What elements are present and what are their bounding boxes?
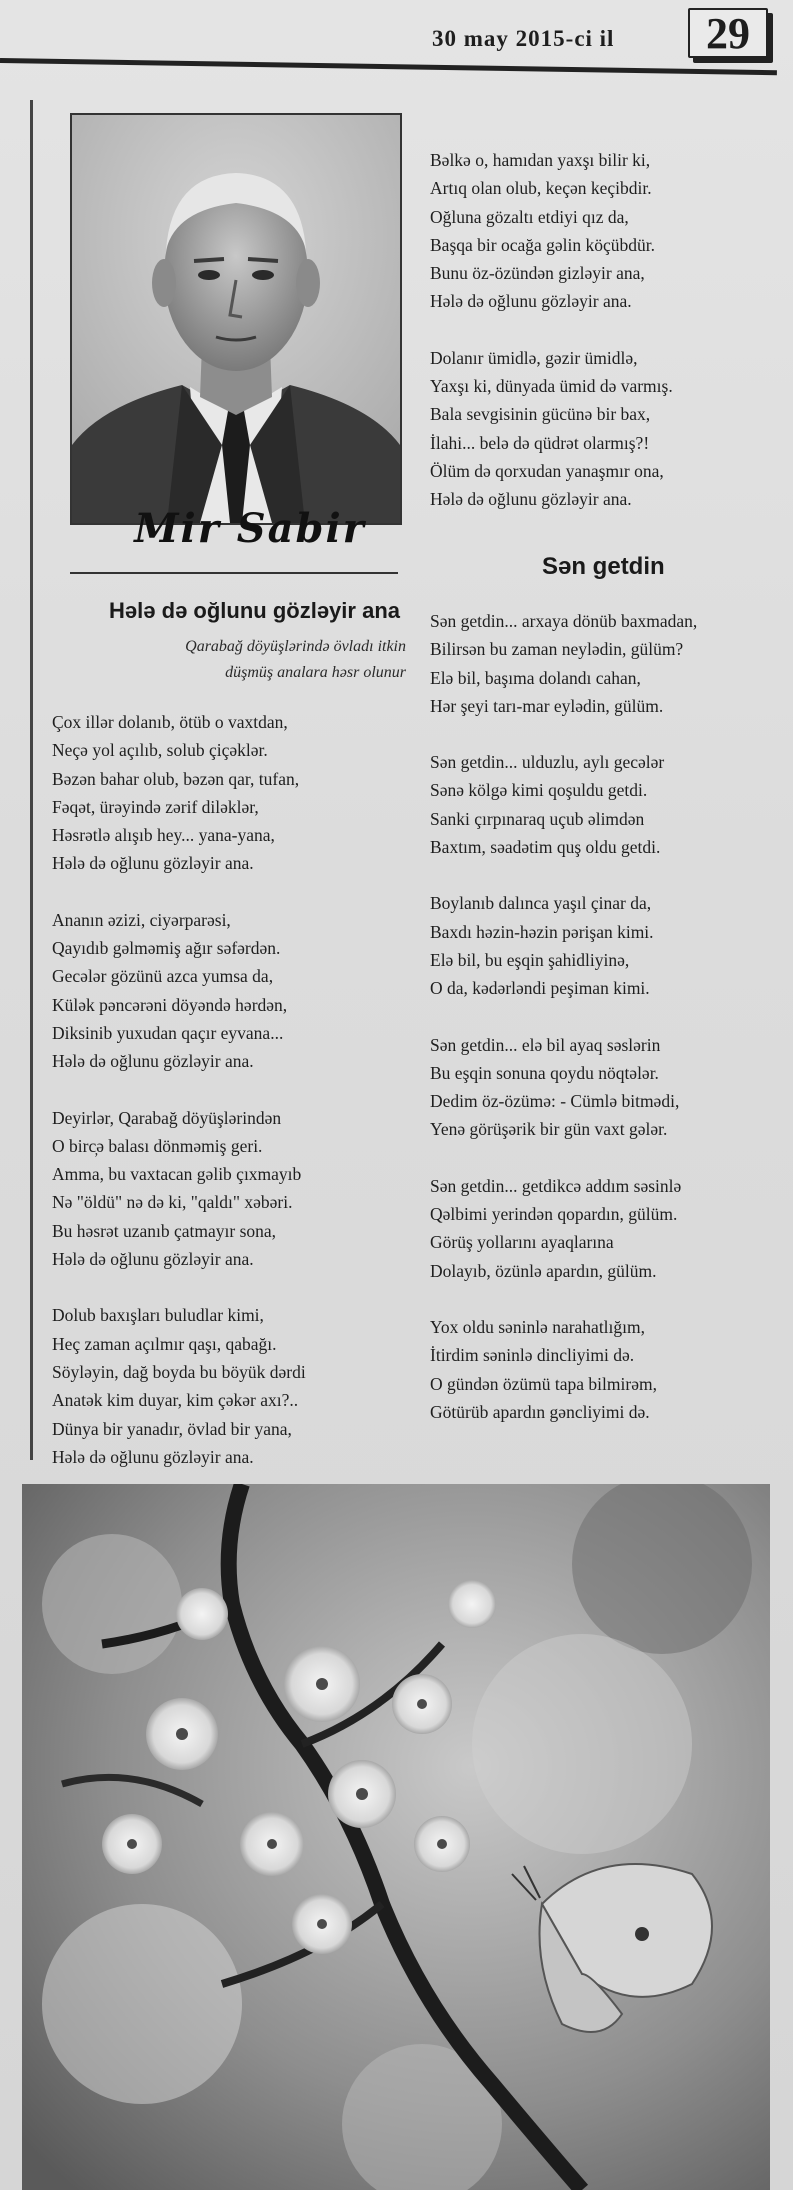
- poem-line: Başqa bir ocağa gəlin köçübdür.: [430, 234, 656, 255]
- poem-line: Boylanıb dalınca yaşıl çinar da,: [430, 893, 652, 914]
- poem-line: Hələ də oğlunu gözləyir ana.: [430, 489, 632, 510]
- poem-line: Sən getdin... getdikcə addım səsinlə: [430, 1175, 682, 1196]
- poem-line: O birc̦ə balası dönməmiş geri.: [52, 1135, 263, 1156]
- poem-line: Dolub baxışları buludlar kimi,: [52, 1305, 264, 1326]
- poem-line: Fəqət, ürəyində zərif diləklər,: [52, 796, 259, 817]
- stanza: [430, 748, 775, 861]
- stanza: [430, 889, 775, 1002]
- stanza: [430, 146, 770, 316]
- issue-date: 30 may 2015-ci il: [432, 26, 615, 51]
- stanza: [52, 906, 412, 1076]
- poem-left-column: [52, 708, 412, 1499]
- poem-line: Diksinib yuxudan qaçır eyvana...: [52, 1022, 284, 1043]
- poem-title: Hələ də oğlunu gözləyir ana: [109, 598, 400, 623]
- column-border: [30, 100, 33, 1460]
- poem-line: Qayıdıb gəlməmiş ağır səfərdən.: [52, 938, 281, 959]
- poem-line: Deyirlər, Qarabağ döyüşlərindən: [52, 1107, 282, 1128]
- author-portrait: [70, 113, 402, 525]
- poem-line: Sən getdin... ulduzlu, aylı gecələr: [430, 752, 665, 773]
- poem-line: Oğluna gözaltı etdiyi qız da,: [430, 206, 629, 227]
- poem-line: O gündən özümü tapa bilmirəm,: [430, 1373, 657, 1394]
- poem-line: Bala sevgisinin gücünə bir bax,: [430, 404, 651, 425]
- poem-line: Gecələr gözünü azca yumsa da,: [52, 966, 274, 987]
- poem-line: Nə "öldü" nə də ki, "qaldı" xəbəri.: [52, 1192, 293, 1213]
- poem-line: Söyləyin, dağ boyda bu böyük dərdi: [52, 1361, 306, 1382]
- poem-line: Sənə kölgə kimi qoşuldu getdi.: [430, 780, 648, 801]
- poem-line: Heç zaman açılmır qaşı, qabağı.: [52, 1333, 277, 1354]
- poem-line: Hələ də oğlunu gözləyir ana.: [52, 853, 254, 874]
- poem-line: İtirdim səninlə dincliyimi də.: [430, 1345, 635, 1366]
- poem-line: İlahi... belə də qüdrət olarmış?!: [430, 432, 650, 453]
- poem-line: Hələ də oğlunu gözləyir ana.: [52, 1446, 254, 1467]
- stanza: [430, 607, 775, 720]
- poem-line: Amma, bu vaxtacan gəlib çıxmayıb: [52, 1164, 302, 1185]
- poem-line: Artıq olan olub, keçən keçibdir.: [430, 178, 652, 199]
- poem-line: Yaxşı ki, dünyada ümid də varmış.: [430, 376, 673, 397]
- stanza: [52, 1104, 412, 1274]
- page-number: 29: [688, 8, 768, 58]
- poem-line: Külək pəncərəni döyəndə hərdən,: [52, 994, 288, 1015]
- poem-line: Götürüb apardın gəncliyimi də.: [430, 1401, 650, 1422]
- poem-line: Bunu öz-özündən gizləyir ana,: [430, 263, 645, 284]
- poem-line: Yenə görüşərik bir gün vaxt gələr.: [430, 1119, 668, 1140]
- poem-line: Çox illər dolanıb, ötüb o vaxtdan,: [52, 712, 288, 732]
- poem-line: Bilirsən bu zaman neylədin, gülüm?: [430, 639, 684, 660]
- dedication-line: Qarabağ döyüşlərində övladı itkin: [185, 638, 406, 655]
- blossom-butterfly-photo: [22, 1484, 770, 2190]
- poem-line: Dolayıb, özünlə apardın, gülüm.: [430, 1260, 657, 1281]
- poem-line: Görüş yollarını ayaqlarına: [430, 1232, 614, 1253]
- poem-line: Sanki çırpınaraq uçub əlimdən: [430, 808, 645, 829]
- poem-line: Dolanır ümidlə, gəzir ümidlə,: [430, 347, 638, 368]
- poem-line: Bəzən bahar olub, bəzən qar, tufan,: [52, 768, 300, 789]
- poem-line: Həsrətlə alışıb hey... yana-yana,: [52, 825, 275, 846]
- dedication-line: düşmüş analara həsr olunur: [225, 664, 406, 681]
- poem-line: Hələ də oğlunu gözləyir ana.: [52, 1249, 254, 1270]
- poem-line: Baxdı həzin-həzin pərişan kimi.: [430, 921, 654, 942]
- poem2-title: Sən getdin: [542, 553, 665, 580]
- poem-line: Hər şeyi tarı-mar eylədin, gülüm.: [430, 695, 664, 716]
- poem-line: Bəlkə o, hamıdan yaxşı bilir ki,: [430, 150, 651, 170]
- poem-right-column-continued: [430, 146, 770, 542]
- poem-line: Sən getdin... arxaya dönüb baxmadan,: [430, 611, 698, 631]
- poem-line: Elə bil, başıma dolandı cahan,: [430, 667, 641, 688]
- poem-line: Qəlbimi yerindən qopardın, gülüm.: [430, 1204, 678, 1225]
- poem-line: Hələ də oğlunu gözləyir ana.: [430, 291, 632, 312]
- stanza: [52, 1301, 412, 1471]
- poem2-column: [430, 607, 775, 1454]
- poem-line: Bu eşqin sonuna qoydu nöqtələr.: [430, 1062, 659, 1083]
- poem-line: Ölüm də qorxudan yanaşmır ona,: [430, 460, 664, 481]
- header-rule: [0, 58, 777, 75]
- stanza: [430, 1313, 775, 1426]
- poem-line: Dünya bir yanadır, övlad bir yana,: [52, 1418, 292, 1439]
- poem-line: Sən getdin... elə bil ayaq səslərin: [430, 1034, 661, 1055]
- poem-line: Yox oldu səninlə narahatlığım,: [430, 1316, 646, 1337]
- poem-line: Baxtım, səadətim quş oldu getdi.: [430, 837, 661, 858]
- poem-line: O da, kədərləndi peşiman kimi.: [430, 978, 650, 999]
- author-rule: [70, 572, 398, 574]
- stanza: [430, 1031, 775, 1144]
- stanza: [430, 1172, 775, 1285]
- poem-line: Neçə yol açılıb, solub çiçəklər.: [52, 740, 268, 761]
- poem-line: Hələ də oğlunu gözləyir ana.: [52, 1051, 254, 1072]
- poem-line: Elə bil, bu eşqin şahidliyinə,: [430, 949, 630, 970]
- poem-line: Ananın əzizi, ciyərparəsi,: [52, 909, 231, 930]
- author-name: Mir Sabir: [134, 505, 366, 552]
- poem-line: Bu həsrət uzanıb çatmayır sona,: [52, 1220, 277, 1241]
- stanza: [430, 344, 770, 514]
- poem-line: Anatək kim duyar, kim çəkər axı?..: [52, 1390, 299, 1411]
- stanza: [52, 708, 412, 878]
- poem-dedication: [110, 634, 406, 686]
- poem-line: Dedim öz-özümə: - Cümlə bitmədi,: [430, 1091, 680, 1112]
